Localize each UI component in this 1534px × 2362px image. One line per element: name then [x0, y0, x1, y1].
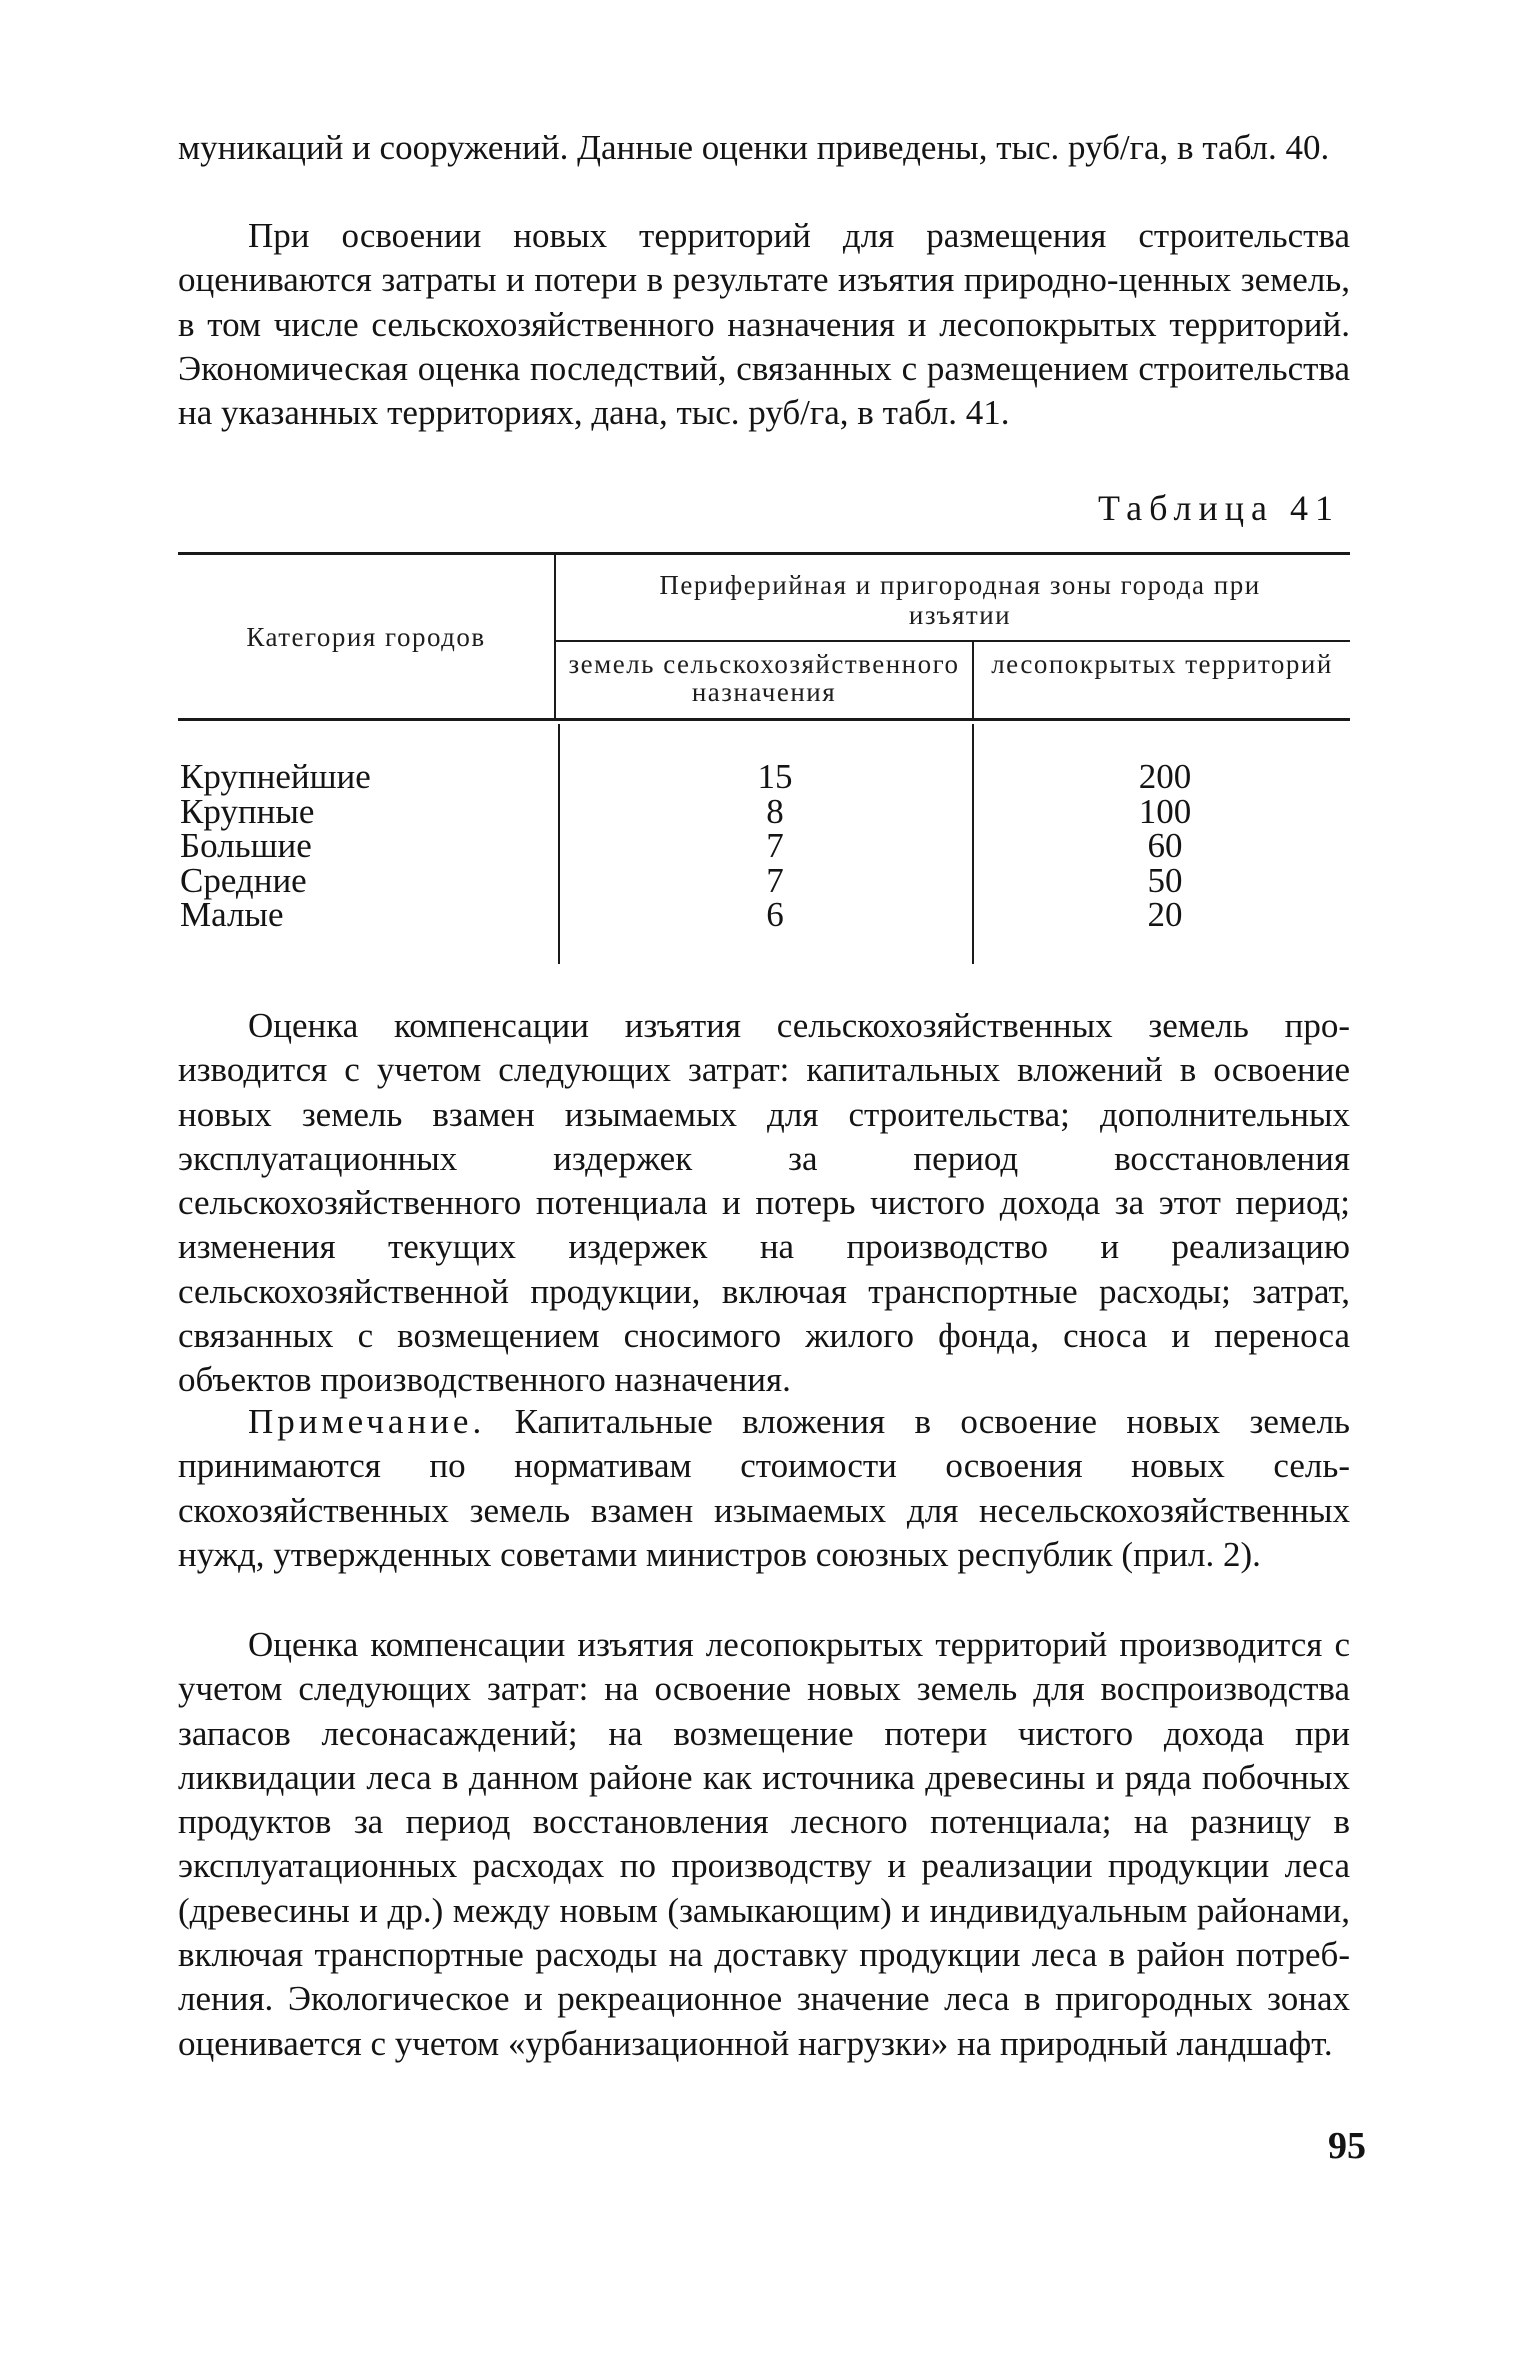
- table-cell-forest: 20: [1147, 895, 1183, 934]
- table-top-rule: [178, 552, 1350, 555]
- table-cell-agri: 15: [757, 757, 793, 796]
- table-cell-category: Малые: [180, 895, 284, 934]
- page-number: 95: [1328, 2125, 1366, 2167]
- paragraph-3: Оценка компенсации изъятия сельскохозяйственных земель производится с учетом следующих затрат: капитальных вложений в освоение новых земель взамен изымаемых для строительства; дополнительных эксплуатационных издержек за период восстановления сельскохозяйственного потенциала и потерь чистого дохода за этот период; изменения текущих издержек на производство и реализацию сельскохозяйственной продукции, включая транспортные расходы; затрат, связанных с возмещением сносимого жилого фонда, сноса и переноса объектов производственного назначения.: [178, 1006, 1350, 1400]
- header-group: Периферийная и пригородная зоны города при изъятии: [659, 570, 1261, 630]
- table-cell-category: Большие: [180, 826, 312, 865]
- header-col-forest: лесопокрытых территорий: [991, 649, 1333, 679]
- table-cell-category: Крупные: [180, 791, 315, 831]
- table-cell-forest: 50: [1147, 860, 1183, 900]
- table-cell-forest: 100: [1138, 791, 1192, 831]
- paragraph-1: муникаций и сооружений. Данные оценки приведены, тыс. руб/га, в табл. 40.: [178, 128, 1330, 167]
- note-text: Капитальные вложения в освоение новых земель принимаются по нормативам стоимости освоения новых сельскохозяйственных земель взамен изымаемых для несельскохозяйственных нужд, утвержденных советами министров союзных республик (прил. 2).: [178, 1402, 1350, 1574]
- note-label: Примечание.: [248, 1402, 486, 1441]
- table-cell-forest: 60: [1147, 826, 1183, 865]
- header-col-agri: земель сельскохозяйственного назначения: [568, 649, 960, 707]
- table-cell-agri: 6: [766, 895, 784, 934]
- body-vertical-rule-1: [558, 724, 560, 964]
- table-cell-agri: 8: [766, 791, 784, 831]
- header-bottom-rule: [178, 718, 1350, 721]
- table-cell-category: Средние: [180, 860, 307, 900]
- table-cell-forest: 200: [1138, 757, 1192, 796]
- table-cell-agri: 7: [766, 826, 784, 865]
- table-cell-agri: 7: [766, 860, 784, 900]
- table-caption: Таблица 41: [1098, 488, 1340, 528]
- table-cell-category: Крупнейшие: [180, 757, 371, 796]
- body-vertical-rule-2: [972, 724, 974, 964]
- header-sub-rule: [554, 640, 1350, 642]
- note-paragraph: [178, 1400, 1350, 1577]
- forest-column: [1090, 757, 1240, 934]
- paragraph-4: Оценка компенсации изъятия лесопокрытых территорий производится с учетом следующих затрат: на освоение новых земель для воспроизводства запасов лесонасаждений; на возмещение потери чистого дохода при ликвидации леса в данном районе как источника древесины и ряда побочных продуктов за период восстановления лесного потенциала; на разницу в эксплуатационных расходах по производству и реализации продукции леса (древесины и др.) между новым (замыкающим) и индивидуальным районами, включая транспортные расходы на доставку продукции леса в район потребления. Экологическое и рекреационное значение леса в пригородных зонах оценивается с учетом «урбанизационной нагрузки» на природный ландшафт.: [178, 1625, 1350, 2063]
- paragraph-2: При освоении новых территорий для размещения строительства оцениваются затраты и потери в результате изъятия природно-ценных земель, в том числе сельскохозяйственного назначения и лесопокрытых территорий. Экономическая оценка последствий, связанных с размещением строительства на указанных территориях, дана, тыс. руб/га, в табл. 41.: [178, 216, 1350, 433]
- category-column: [180, 757, 371, 934]
- header-category: Категория городов: [246, 622, 486, 652]
- agri-column: [700, 757, 850, 934]
